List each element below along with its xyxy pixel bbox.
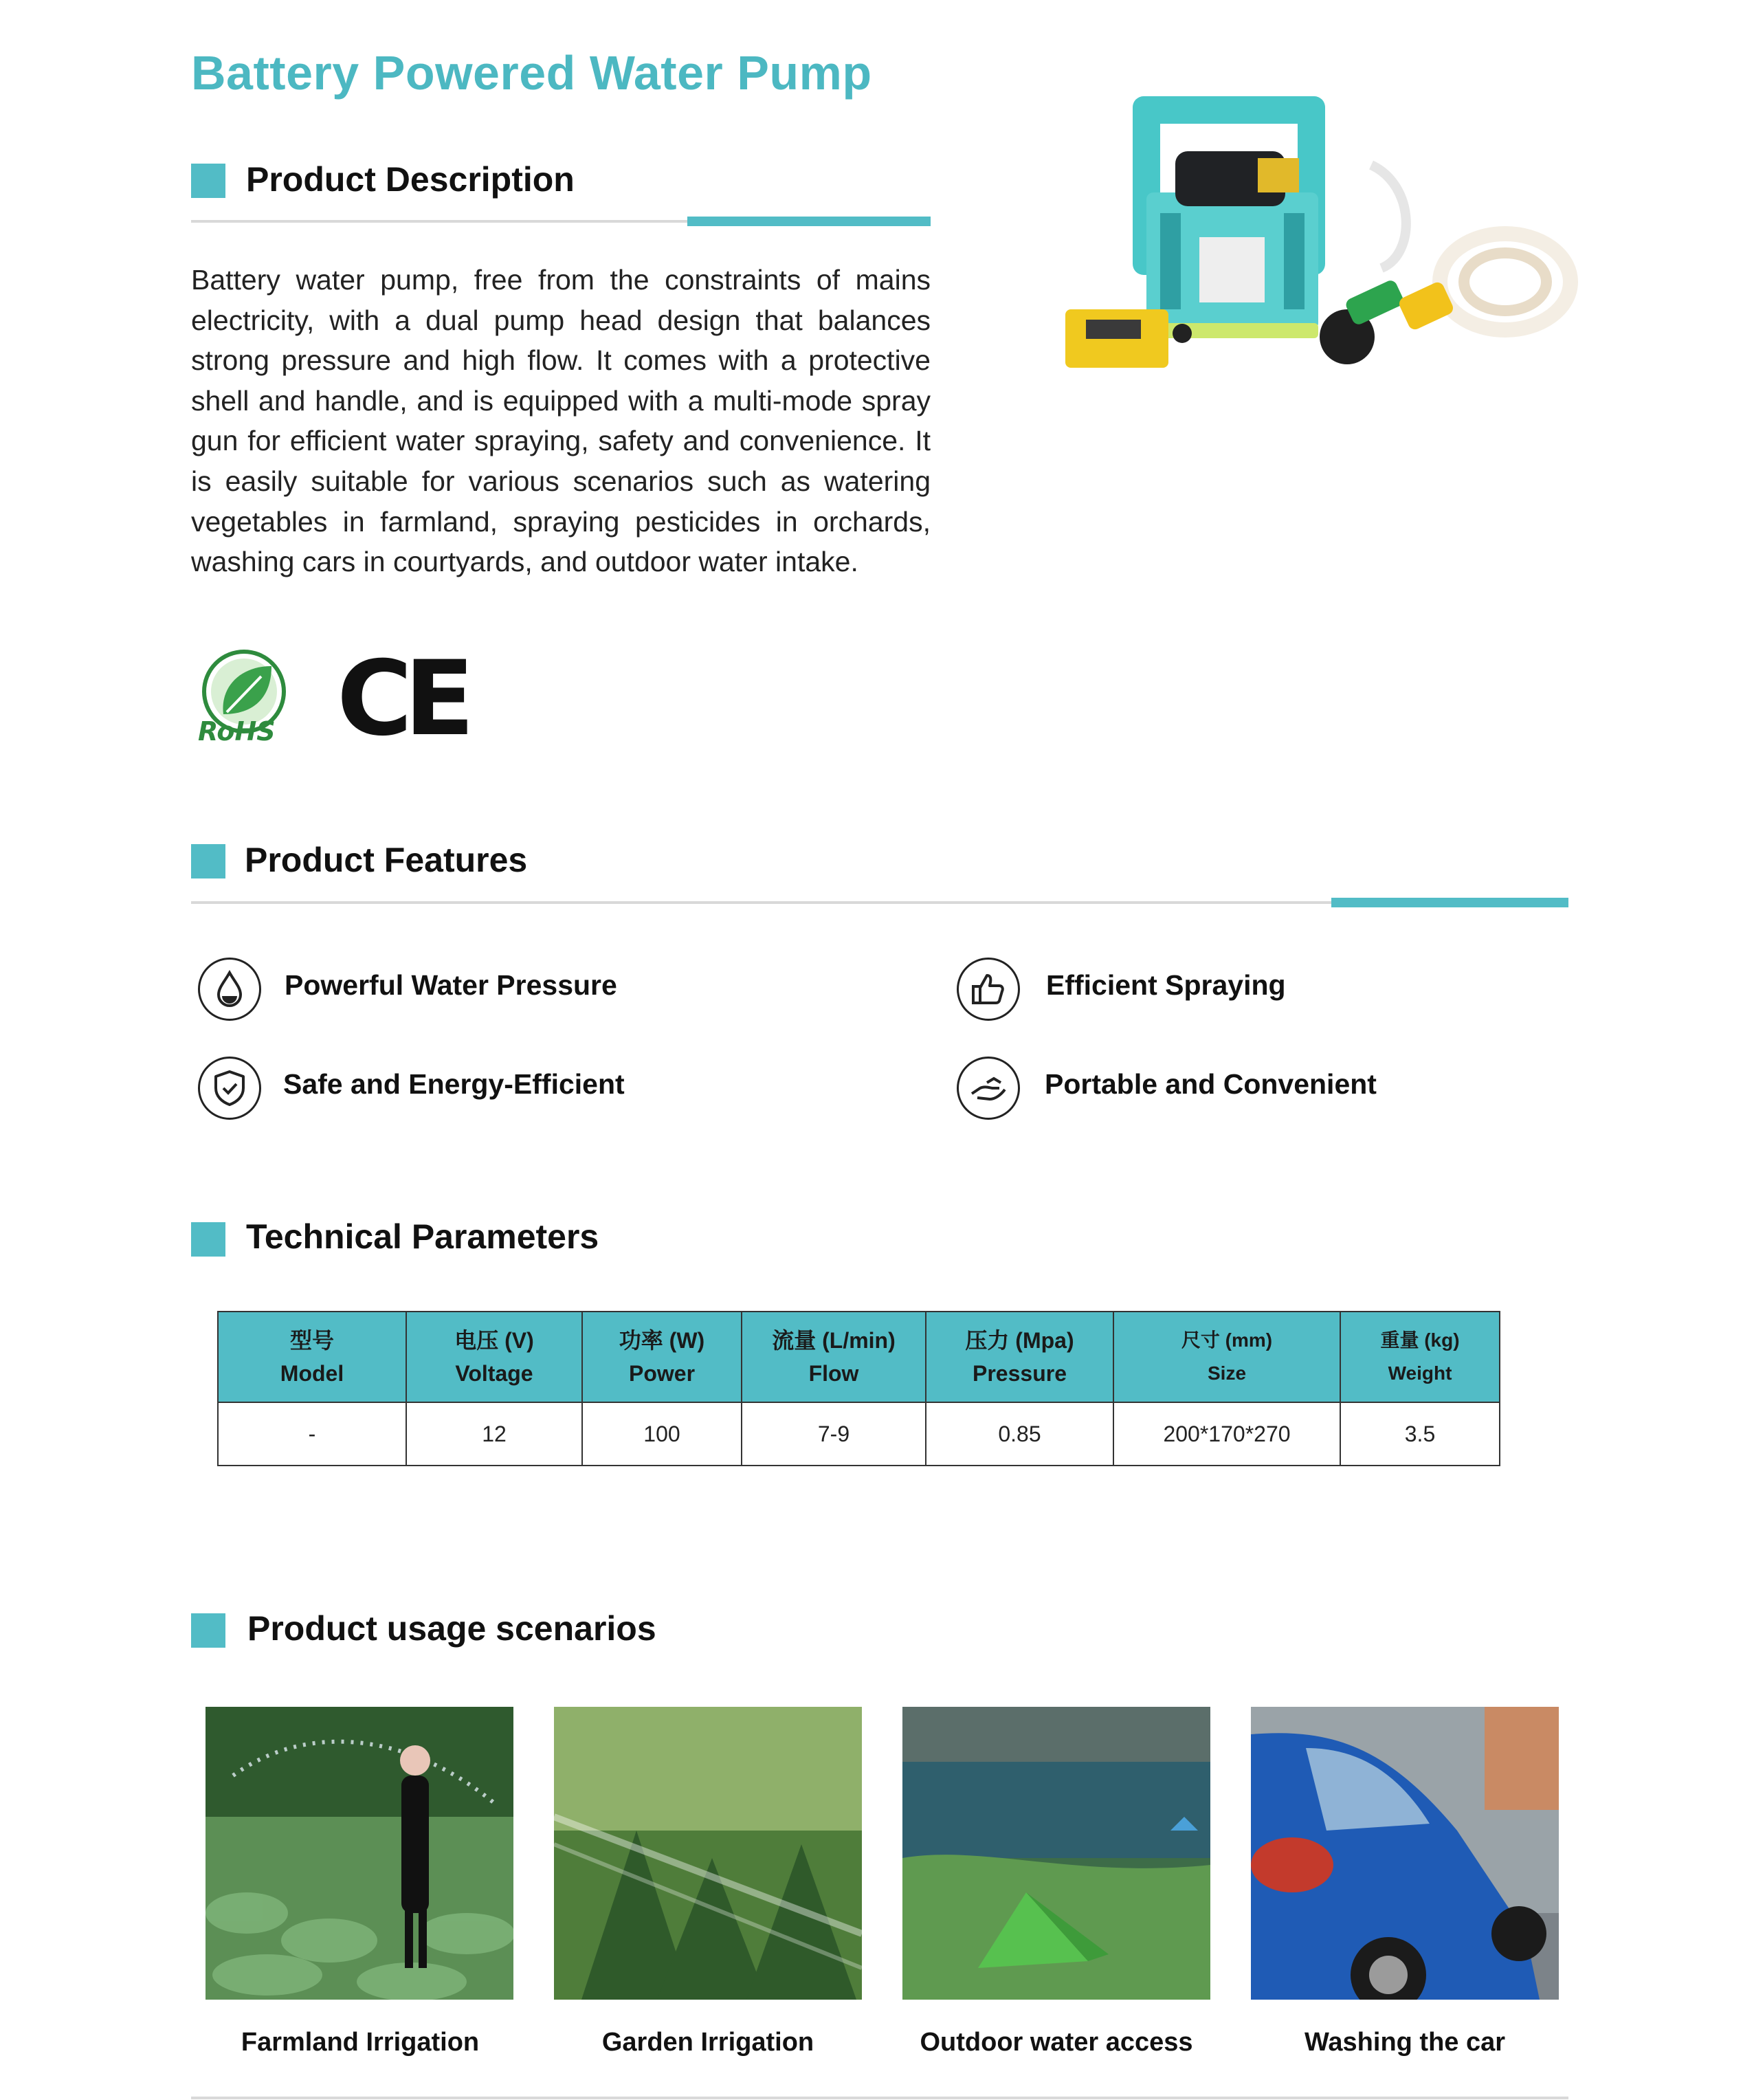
feature-label: Efficient Spraying (1046, 969, 1286, 1001)
table-cell: 3.5 (1340, 1402, 1500, 1466)
feature-label: Safe and Energy-Efficient (283, 1068, 625, 1100)
table-header-cell: 电压 (V) Voltage (406, 1312, 582, 1402)
scenario-image-farmland (206, 1707, 513, 2000)
description-heading: Product Description (246, 160, 575, 199)
table-cell: 100 (582, 1402, 742, 1466)
rohs-logo (192, 649, 296, 745)
scenario-image-outdoor (902, 1707, 1210, 2000)
table-header-cell: 型号 Model (218, 1312, 406, 1402)
footer-divider (191, 2097, 1568, 2099)
table-cell: 12 (406, 1402, 582, 1466)
water-drop-icon (198, 958, 261, 1021)
parameters-heading: Technical Parameters (246, 1217, 599, 1256)
table-header-cell: 流量 (L/min) Flow (742, 1312, 926, 1402)
table-header-cell: 功率 (W) Power (582, 1312, 742, 1402)
scenario-caption: Outdoor water access (920, 2028, 1193, 2057)
rohs-label: RoHS (198, 716, 276, 747)
table-cell: 200*170*270 (1113, 1402, 1340, 1466)
description-text: Battery water pump, free from the constraints of mains electricity, with a dual pump head design that balances strong pressure and high flow. It comes with a protective shell and handle, and is equipped with a multi-mode spray gun for efficient water spraying, safety and convenience. It is easily suitable for various scenarios such as watering vegetables in farmland, spraying pesticides in orchards, washing cars in courtyards, and outdoor water intake. (191, 264, 931, 578)
hand-holding-icon (957, 1057, 1020, 1120)
scenario-image-garden (554, 1707, 862, 2000)
divider-accent (687, 217, 931, 226)
scenario-image-carwash (1251, 1707, 1559, 2000)
section-marker (191, 1613, 225, 1648)
section-marker (191, 164, 225, 198)
parameters-table (217, 1311, 1500, 1466)
table-cell: 0.85 (926, 1402, 1113, 1466)
ce-logo: CE (337, 639, 467, 759)
scenario-caption: Washing the car (1304, 2028, 1506, 2057)
scenario-caption: Farmland Irrigation (241, 2028, 480, 2057)
table-header-row (218, 1312, 1500, 1402)
features-heading: Product Features (245, 841, 528, 879)
table-cell: - (218, 1402, 406, 1466)
section-marker (191, 844, 225, 878)
table-cell: 7-9 (742, 1402, 926, 1466)
table-header-cell: 重量 (kg) Weight (1340, 1312, 1500, 1402)
table-row (218, 1402, 1500, 1466)
product-image (1058, 82, 1581, 385)
feature-label: Powerful Water Pressure (285, 969, 617, 1001)
feature-label: Portable and Convenient (1045, 1068, 1377, 1100)
page-title: Battery Powered Water Pump (191, 46, 872, 100)
scenario-caption: Garden Irrigation (601, 2028, 814, 2057)
section-marker (191, 1222, 225, 1257)
table-header-cell: 尺寸 (mm) Size (1113, 1312, 1340, 1402)
scenarios-heading: Product usage scenarios (247, 1609, 656, 1648)
thumbs-up-icon (957, 958, 1020, 1021)
shield-check-icon (198, 1057, 261, 1120)
divider-accent (1331, 898, 1568, 907)
table-header-cell: 压力 (Mpa) Pressure (926, 1312, 1113, 1402)
